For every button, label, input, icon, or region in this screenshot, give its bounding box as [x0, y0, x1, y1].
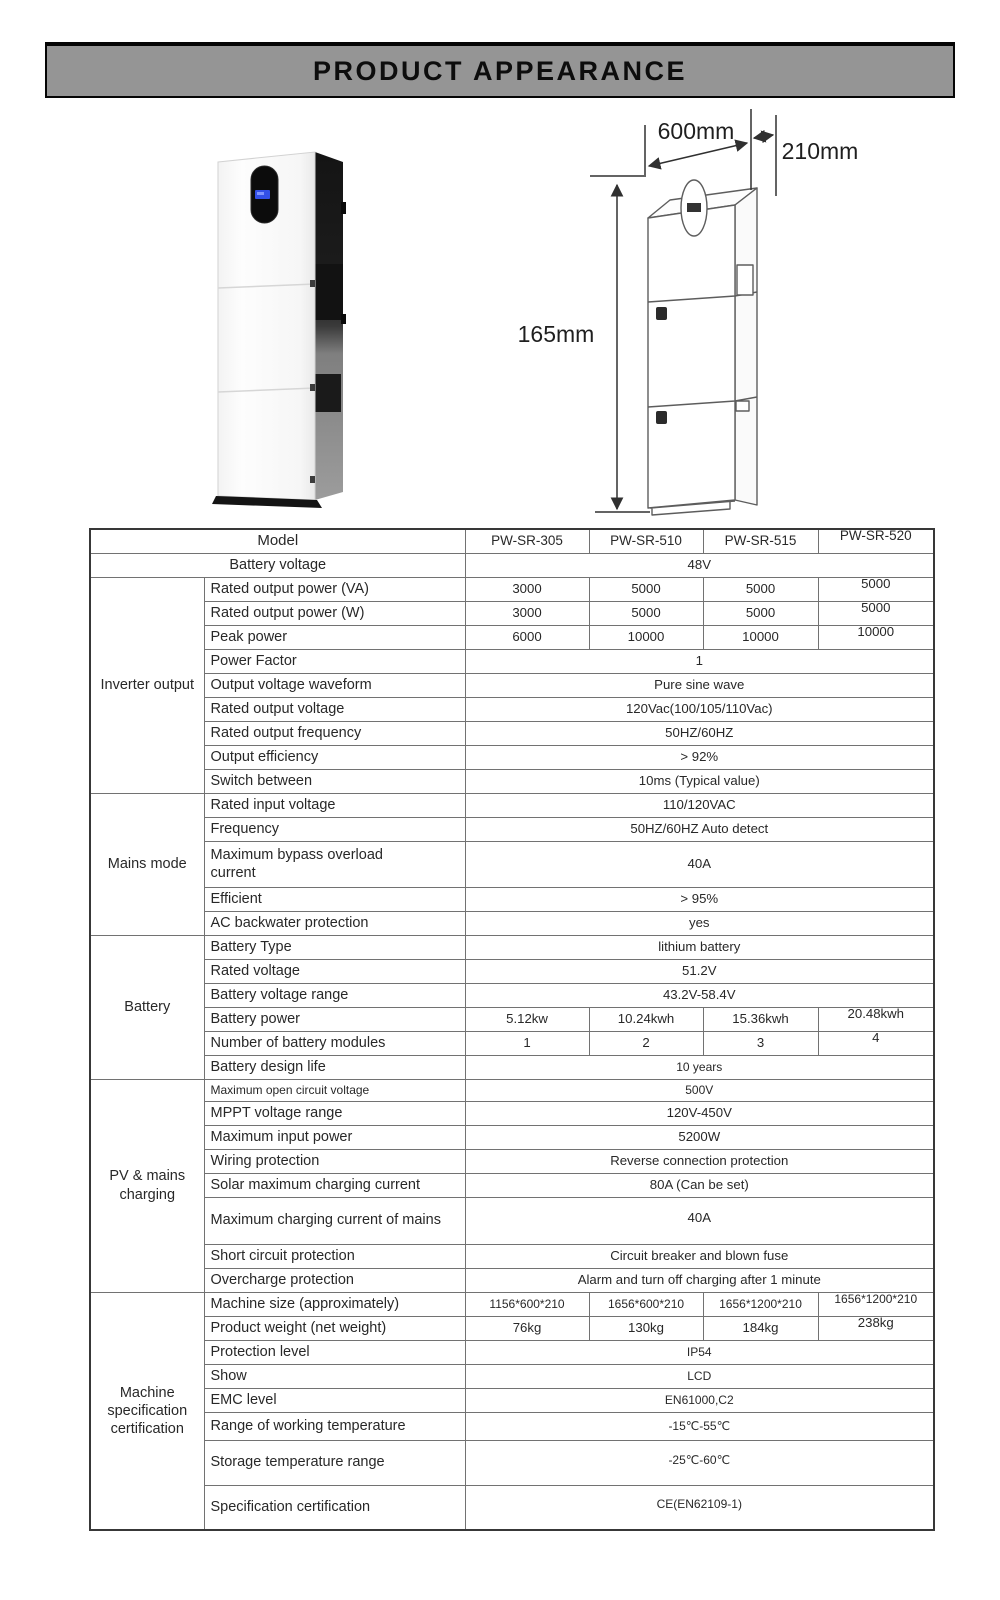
- wall-bracket: [737, 265, 753, 295]
- value-cell: [818, 1031, 934, 1055]
- merged-value-cell: [465, 1173, 934, 1197]
- merged-value-cell: [465, 1412, 934, 1440]
- param-label-cell: [204, 887, 465, 911]
- value-cell: [465, 625, 589, 649]
- param-label-cell: [204, 1485, 465, 1530]
- param-label-cell: [204, 769, 465, 793]
- param-label-cell-text: Efficient: [210, 890, 262, 907]
- merged-value-cell: [465, 1440, 934, 1485]
- merged-value-cell: [465, 1364, 934, 1388]
- merged-value-cell: [465, 817, 934, 841]
- spec-row: [90, 959, 934, 983]
- spec-row: [90, 887, 934, 911]
- value-cell-text: 5000: [631, 604, 661, 620]
- depth-dimension-arrow: [754, 135, 773, 138]
- param-label-cell-text: Protection level: [210, 1343, 310, 1360]
- value-cell-text: 1156*600*210: [489, 1296, 565, 1311]
- merged-value-cell-text: IP54: [686, 1344, 712, 1359]
- merged-value-cell: [465, 649, 934, 673]
- value-cell-text: 10.24kwh: [617, 1010, 675, 1026]
- merged-value-cell-text: CE(EN62109-1): [656, 1497, 742, 1512]
- value-cell: [818, 601, 934, 625]
- param-label-cell-text: Number of battery modules: [210, 1034, 386, 1051]
- model-name-cell: [703, 529, 818, 553]
- dimension-diagram: [500, 95, 880, 520]
- param-label-cell: [204, 601, 465, 625]
- param-label-cell: [204, 697, 465, 721]
- param-label-cell-text: Machine size (approximately): [210, 1295, 400, 1312]
- spec-row: [90, 1007, 934, 1031]
- spec-row: [90, 745, 934, 769]
- spec-row: [90, 577, 934, 601]
- param-label-cell: [204, 1292, 465, 1316]
- page-title-bar: [45, 42, 955, 98]
- param-label-cell: [204, 841, 465, 887]
- param-label-cell: [204, 1007, 465, 1031]
- model-column-header-text: Model: [257, 531, 299, 549]
- spec-row: [90, 1340, 934, 1364]
- param-label-cell: [204, 1244, 465, 1268]
- value-cell: [589, 625, 703, 649]
- dim-depth-label: 210mm: [781, 138, 859, 164]
- model-name-cell-text: PW-SR-520: [839, 529, 912, 543]
- device-side-face: [735, 188, 757, 505]
- param-label-cell-text: Battery voltage range: [210, 986, 349, 1003]
- merged-value-cell: [465, 1125, 934, 1149]
- param-label-cell: [204, 817, 465, 841]
- param-label-cell: [204, 721, 465, 745]
- param-label-cell: [204, 983, 465, 1007]
- value-cell-text: 5000: [631, 580, 661, 596]
- param-label-cell-text: Solar maximum charging current: [210, 1176, 421, 1193]
- group-cell-text: Mains mode: [107, 855, 187, 872]
- model-name-cell-text: PW-SR-515: [724, 532, 797, 548]
- param-label-cell: [204, 625, 465, 649]
- merged-value-cell-text: 5200W: [678, 1128, 721, 1144]
- param-label-cell: [204, 1364, 465, 1388]
- value-cell: [465, 1292, 589, 1316]
- brand-logo-icon: [656, 307, 667, 320]
- value-cell-text: 5000: [861, 601, 891, 615]
- model-name-cell: [465, 529, 589, 553]
- merged-value-cell-text: 40A: [687, 1209, 711, 1225]
- merged-value-cell-text: 10 years: [676, 1059, 723, 1074]
- value-cell-text: 4: [872, 1031, 880, 1045]
- param-label-cell: [90, 553, 465, 577]
- merged-value-cell: [465, 673, 934, 697]
- merged-value-cell: [465, 959, 934, 983]
- value-cell: [465, 1031, 589, 1055]
- group-cell-text: Machine specification certification: [107, 1384, 188, 1437]
- device-front-face: [648, 205, 735, 508]
- page-title: PRODUCT APPEARANCE: [312, 55, 688, 86]
- dim-width-label: 600mm: [657, 118, 735, 144]
- merged-value-cell-text: 110/120VAC: [662, 796, 736, 812]
- model-name-cell-text: PW-SR-305: [491, 532, 563, 548]
- value-cell: [465, 1316, 589, 1340]
- value-cell: [589, 1007, 703, 1031]
- side-knob: [341, 202, 346, 214]
- value-cell: [818, 1007, 934, 1031]
- merged-value-cell: [465, 553, 934, 577]
- merged-value-cell-text: 48V: [687, 556, 711, 572]
- value-cell: [589, 1292, 703, 1316]
- group-cell: [90, 793, 204, 935]
- group-cell: [90, 935, 204, 1079]
- spec-row: [90, 1316, 934, 1340]
- merged-value-cell: [465, 1055, 934, 1079]
- side-tab: [736, 401, 749, 411]
- merged-value-cell-text: 50HZ/60HZ: [665, 724, 734, 740]
- param-label-cell: [204, 577, 465, 601]
- param-label-cell-text: Rated output voltage: [210, 700, 345, 717]
- merged-value-cell: [465, 697, 934, 721]
- hinge-detail: [310, 476, 315, 483]
- param-label-cell-text: Product weight (net weight): [210, 1319, 387, 1336]
- model-name-cell: [589, 529, 703, 553]
- value-cell: [703, 1316, 818, 1340]
- group-cell: [90, 1079, 204, 1292]
- param-label-cell: [204, 1388, 465, 1412]
- param-label-cell-text: Peak power: [210, 628, 288, 645]
- merged-value-cell-text: -25℃-60℃: [668, 1452, 731, 1467]
- spec-row: [90, 1149, 934, 1173]
- param-label-cell: [204, 1125, 465, 1149]
- group-cell: [90, 577, 204, 793]
- value-cell-text: 2: [642, 1034, 650, 1050]
- product-photo: [210, 146, 350, 510]
- model-header-row: [90, 529, 934, 553]
- group-cell: [90, 1292, 204, 1530]
- spec-row: [90, 1031, 934, 1055]
- value-cell: [703, 625, 818, 649]
- merged-value-cell-text: lithium battery: [658, 938, 741, 954]
- param-label-cell: [204, 1055, 465, 1079]
- lcd-glow: [257, 192, 264, 195]
- param-label-cell-text: Overcharge protection: [210, 1271, 354, 1288]
- param-label-cell-text: Maximum charging current of mains: [210, 1212, 441, 1229]
- spec-row: [90, 1364, 934, 1388]
- group-cell-text: Battery: [124, 998, 171, 1015]
- merged-value-cell: [465, 1388, 934, 1412]
- param-label-cell-text: Storage temperature range: [210, 1454, 385, 1471]
- side-knob: [341, 314, 346, 324]
- value-cell-text: 10000: [627, 628, 665, 644]
- merged-value-cell: [465, 1197, 934, 1244]
- param-label-cell-text: Specification certification: [210, 1499, 371, 1516]
- value-cell-text: 184kg: [742, 1319, 779, 1335]
- value-cell-text: 5000: [861, 577, 891, 591]
- value-cell-text: 1656*600*210: [607, 1296, 685, 1311]
- spec-row: [90, 911, 934, 935]
- spec-row: [90, 1173, 934, 1197]
- param-label-cell-text: AC backwater protection: [210, 914, 369, 931]
- value-cell: [818, 625, 934, 649]
- value-cell-text: 3: [756, 1034, 765, 1050]
- lcd-screen: [687, 203, 701, 212]
- value-cell-text: 1656*1200*210: [834, 1292, 918, 1306]
- merged-value-cell: [465, 887, 934, 911]
- spec-row: [90, 1412, 934, 1440]
- param-label-cell: [204, 1031, 465, 1055]
- spec-row: [90, 935, 934, 959]
- value-cell: [589, 1031, 703, 1055]
- merged-value-cell-text: 1: [695, 652, 703, 668]
- merged-value-cell-text: yes: [689, 914, 710, 930]
- spec-row: [90, 1125, 934, 1149]
- device-side-panel: [315, 152, 343, 500]
- spec-row: [90, 983, 934, 1007]
- value-cell: [465, 601, 589, 625]
- value-cell: [703, 1292, 818, 1316]
- value-cell: [703, 577, 818, 601]
- merged-value-cell: [465, 841, 934, 887]
- spec-row: [90, 649, 934, 673]
- param-label-cell-text: Rated input voltage: [210, 796, 336, 813]
- merged-value-cell-text: 120V-450V: [666, 1104, 732, 1120]
- param-label-cell-text: MPPT voltage range: [210, 1104, 343, 1121]
- merged-value-cell-text: Circuit breaker and blown fuse: [610, 1247, 789, 1263]
- merged-value-cell-text: > 92%: [680, 748, 719, 764]
- param-label-cell: [204, 1440, 465, 1485]
- value-cell: [589, 601, 703, 625]
- spec-row: [90, 601, 934, 625]
- spec-row: [90, 1244, 934, 1268]
- param-label-cell: [204, 1340, 465, 1364]
- param-label-cell-text: Output efficiency: [210, 748, 319, 765]
- param-label-cell-text: Short circuit protection: [210, 1247, 355, 1264]
- spec-row: [90, 1101, 934, 1125]
- spec-row: [90, 841, 934, 887]
- param-label-cell: [204, 745, 465, 769]
- value-cell-text: 3000: [512, 580, 542, 596]
- value-cell-text: 10000: [742, 628, 779, 644]
- param-label-cell-text: Battery power: [210, 1010, 300, 1027]
- value-cell-text: 1: [523, 1034, 531, 1050]
- value-cell-text: 5000: [745, 604, 776, 620]
- hinge-detail: [310, 384, 315, 391]
- merged-value-cell-text: 120Vac(100/105/110Vac): [625, 700, 773, 716]
- merged-value-cell: [465, 745, 934, 769]
- param-label-cell-text: Rated output power (W): [210, 604, 365, 621]
- merged-value-cell: [465, 1340, 934, 1364]
- merged-value-cell-text: -15℃-55℃: [668, 1418, 731, 1433]
- merged-value-cell: [465, 1485, 934, 1530]
- merged-value-cell-text: 51.2V: [682, 962, 717, 978]
- spec-row: [90, 1440, 934, 1485]
- value-cell-text: 6000: [512, 628, 542, 644]
- merged-value-cell: [465, 1244, 934, 1268]
- model-name-cell: [818, 529, 934, 553]
- value-cell: [703, 1007, 818, 1031]
- value-cell: [818, 577, 934, 601]
- spec-row: [90, 1268, 934, 1292]
- param-label-cell-text: Maximum input power: [210, 1128, 353, 1145]
- spec-row: [90, 697, 934, 721]
- param-label-cell-text: Rated output power (VA): [210, 580, 370, 597]
- merged-value-cell: [465, 793, 934, 817]
- side-connector-block: [315, 264, 343, 320]
- value-cell: [818, 1316, 934, 1340]
- merged-value-cell-text: 10ms (Typical value): [638, 772, 760, 788]
- param-label-cell: [204, 649, 465, 673]
- param-label-cell: [204, 793, 465, 817]
- merged-value-cell: [465, 935, 934, 959]
- spec-row: [90, 769, 934, 793]
- value-cell-text: 20.48kwh: [847, 1007, 904, 1021]
- merged-value-cell-text: Alarm and turn off charging after 1 minute: [577, 1271, 821, 1287]
- param-label-cell-text: Power Factor: [210, 652, 297, 669]
- merged-value-cell: [465, 769, 934, 793]
- merged-value-cell-text: EN61000,C2: [664, 1392, 734, 1407]
- battery-voltage-row: [90, 553, 934, 577]
- spec-row: [90, 1292, 934, 1316]
- param-label-cell: [204, 673, 465, 697]
- param-label-cell-text: Rated voltage: [210, 962, 300, 979]
- merged-value-cell-text: Pure sine wave: [654, 676, 745, 692]
- param-label-cell: [204, 1412, 465, 1440]
- param-label-cell-text: Battery design life: [210, 1058, 326, 1075]
- spec-table: [89, 528, 935, 1531]
- brand-logo-icon: [656, 411, 667, 424]
- param-label-cell: [204, 1173, 465, 1197]
- value-cell-text: 3000: [512, 604, 542, 620]
- param-label-cell: [204, 959, 465, 983]
- param-label-cell: [204, 911, 465, 935]
- value-cell: [465, 577, 589, 601]
- param-label-cell-text: Maximum bypass overload current: [210, 846, 383, 881]
- width-dimension-arrow: [649, 143, 747, 166]
- value-cell-text: 15.36kwh: [732, 1010, 789, 1026]
- spec-row: [90, 1079, 934, 1101]
- param-label-cell: [204, 1197, 465, 1244]
- merged-value-cell: [465, 1268, 934, 1292]
- merged-value-cell-text: 50HZ/60HZ Auto detect: [630, 820, 769, 836]
- value-cell-text: 238kg: [857, 1316, 894, 1330]
- value-cell: [589, 1316, 703, 1340]
- merged-value-cell: [465, 1149, 934, 1173]
- hinge-detail: [310, 280, 315, 287]
- param-label-cell: [204, 1079, 465, 1101]
- spec-row: [90, 625, 934, 649]
- param-label-cell: [204, 1101, 465, 1125]
- value-cell-text: 10000: [857, 625, 895, 639]
- value-cell: [703, 601, 818, 625]
- value-cell: [703, 1031, 818, 1055]
- param-label-cell-text: Rated output frequency: [210, 724, 362, 741]
- value-cell: [465, 1007, 589, 1031]
- group-cell-text: Inverter output: [100, 676, 194, 693]
- param-label-cell-text: EMC level: [210, 1391, 277, 1408]
- param-label-cell-text: Frequency: [210, 820, 280, 837]
- param-label-cell-text: Battery Type: [210, 938, 292, 955]
- spec-row: [90, 1388, 934, 1412]
- param-label-cell-text: Output voltage waveform: [210, 676, 372, 693]
- value-cell: [589, 577, 703, 601]
- spec-row: [90, 1197, 934, 1244]
- param-label-cell-text: Show: [210, 1367, 247, 1384]
- merged-value-cell-text: > 95%: [680, 890, 719, 906]
- model-name-cell-text: PW-SR-510: [610, 532, 682, 548]
- value-cell-text: 76kg: [512, 1319, 542, 1335]
- value-cell-text: 5.12kw: [506, 1010, 548, 1026]
- param-label-cell-text: Range of working temperature: [210, 1417, 406, 1434]
- merged-value-cell: [465, 1101, 934, 1125]
- merged-value-cell-text: LCD: [687, 1368, 712, 1383]
- spec-row: [90, 721, 934, 745]
- merged-value-cell-text: Reverse connection protection: [610, 1152, 789, 1168]
- param-label-cell: [204, 1268, 465, 1292]
- param-label-cell-text: Battery voltage: [229, 556, 327, 573]
- value-cell-text: 5000: [745, 580, 776, 596]
- side-connector-block: [315, 374, 341, 412]
- param-label-cell-text: Wiring protection: [210, 1152, 320, 1169]
- spec-row: [90, 1485, 934, 1530]
- merged-value-cell-text: 43.2V-58.4V: [662, 986, 736, 1002]
- merged-value-cell-text: 80A (Can be set): [649, 1176, 749, 1192]
- merged-value-cell: [465, 983, 934, 1007]
- value-cell-text: 1656*1200*210: [719, 1296, 802, 1311]
- spec-row: [90, 793, 934, 817]
- merged-value-cell-text: 40A: [687, 855, 711, 871]
- param-label-cell-text: Maximum open circuit voltage: [210, 1082, 370, 1097]
- spec-row: [90, 673, 934, 697]
- value-cell-text: 130kg: [628, 1319, 664, 1335]
- group-cell-text: PV & mains charging: [109, 1168, 186, 1203]
- merged-value-cell: [465, 911, 934, 935]
- device-outline: [648, 180, 757, 515]
- merged-value-cell-text: 500V: [685, 1082, 714, 1097]
- spec-row: [90, 817, 934, 841]
- param-label-cell: [204, 935, 465, 959]
- value-cell: [818, 1292, 934, 1316]
- spec-row: [90, 1055, 934, 1079]
- model-column-header: [90, 529, 465, 553]
- param-label-cell-text: Switch between: [210, 772, 313, 789]
- param-label-cell: [204, 1149, 465, 1173]
- dim-height-label: 165mm: [517, 321, 595, 347]
- merged-value-cell: [465, 721, 934, 745]
- merged-value-cell: [465, 1079, 934, 1101]
- param-label-cell: [204, 1316, 465, 1340]
